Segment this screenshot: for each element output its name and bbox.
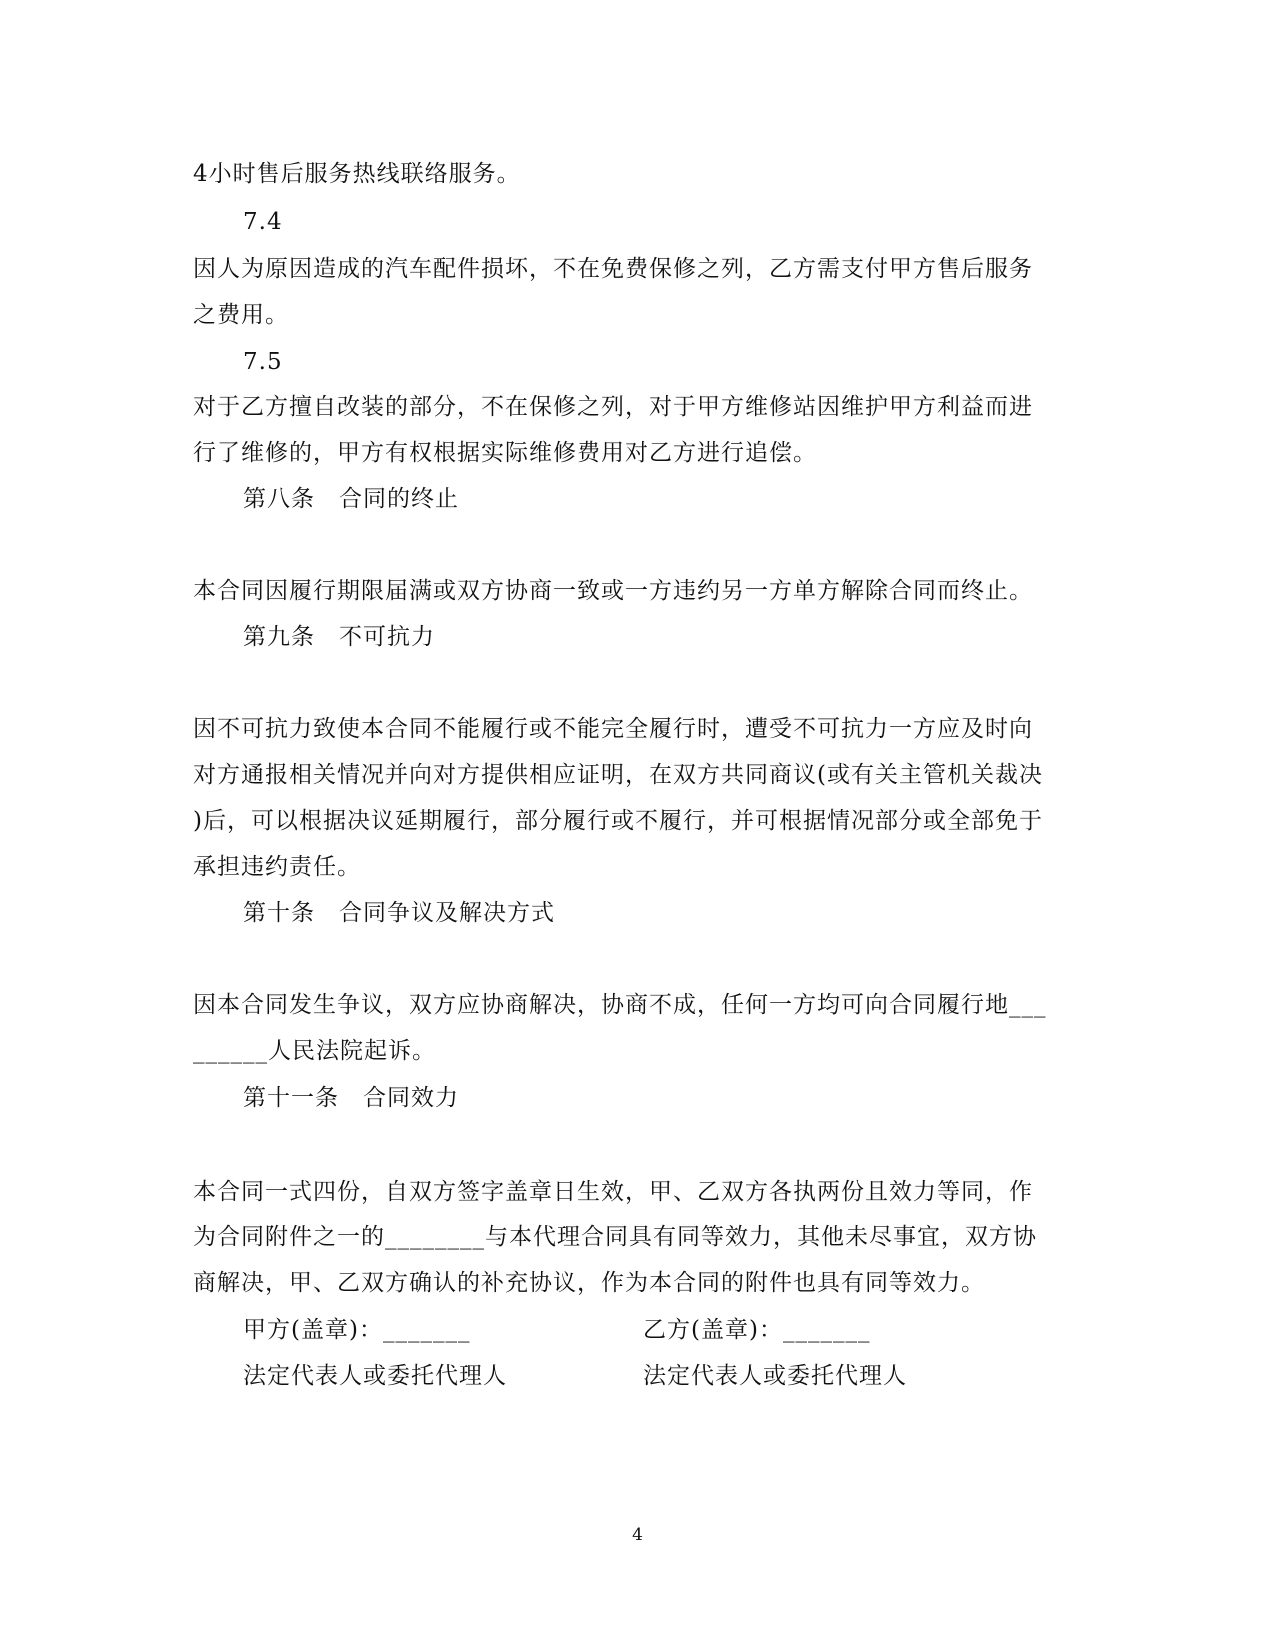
paragraph-line: 之费用。 [193, 302, 289, 328]
paragraph-line: 承担违约责任。 [193, 854, 361, 880]
paragraph-line: 因人为原因造成的汽车配件损坏，不在免费保修之列，乙方需支付甲方售后服务 [193, 256, 1033, 282]
party-b-representative: 法定代表人或委托代理人 [643, 1363, 907, 1389]
section-heading: 第九条 不可抗力 [243, 624, 435, 650]
paragraph-line: 为合同附件之一的________与本代理合同具有同等效力，其他未尽事宜，双方协 [193, 1224, 1037, 1250]
paragraph-line: 商解决，甲、乙双方确认的补充协议，作为本合同的附件也具有同等效力。 [193, 1270, 985, 1296]
paragraph-line: 因不可抗力致使本合同不能履行或不能完全履行时，遭受不可抗力一方应及时向 [193, 716, 1033, 742]
paragraph-line: 本合同因履行期限届满或双方协商一致或一方违约另一方单方解除合同而终止。 [193, 578, 1033, 604]
party-a-seal: 甲方(盖章)：_______ [243, 1317, 471, 1343]
page-number: 4 [632, 1525, 643, 1545]
paragraph-line: )后，可以根据决议延期履行，部分履行或不履行，并可根据情况部分或全部免于 [193, 808, 1043, 834]
paragraph-line: 行了维修的，甲方有权根据实际维修费用对乙方进行追偿。 [193, 440, 817, 466]
paragraph-line: ______人民法院起诉。 [193, 1038, 436, 1064]
clause-number: 7.4 [243, 209, 283, 235]
section-heading: 第十一条 合同效力 [243, 1085, 459, 1111]
section-heading: 第十条 合同争议及解决方式 [243, 900, 555, 926]
party-a-representative: 法定代表人或委托代理人 [243, 1363, 507, 1389]
clause-number: 7.5 [243, 349, 283, 375]
paragraph-line: 本合同一式四份，自双方签字盖章日生效，甲、乙双方各执两份且效力等同，作 [193, 1179, 1033, 1205]
party-b-seal: 乙方(盖章)：_______ [643, 1317, 871, 1343]
paragraph-line: 对方通报相关情况并向对方提供相应证明，在双方共同商议(或有关主管机关裁决 [193, 762, 1043, 788]
paragraph-line: 对于乙方擅自改装的部分，不在保修之列，对于甲方维修站因维护甲方利益而进 [193, 394, 1033, 420]
paragraph-line: 因本合同发生争议，双方应协商解决，协商不成，任何一方均可向合同履行地___ [193, 992, 1047, 1018]
paragraph-line: 4小时售后服务热线联络服务。 [193, 161, 521, 187]
section-heading: 第八条 合同的终止 [243, 486, 459, 512]
